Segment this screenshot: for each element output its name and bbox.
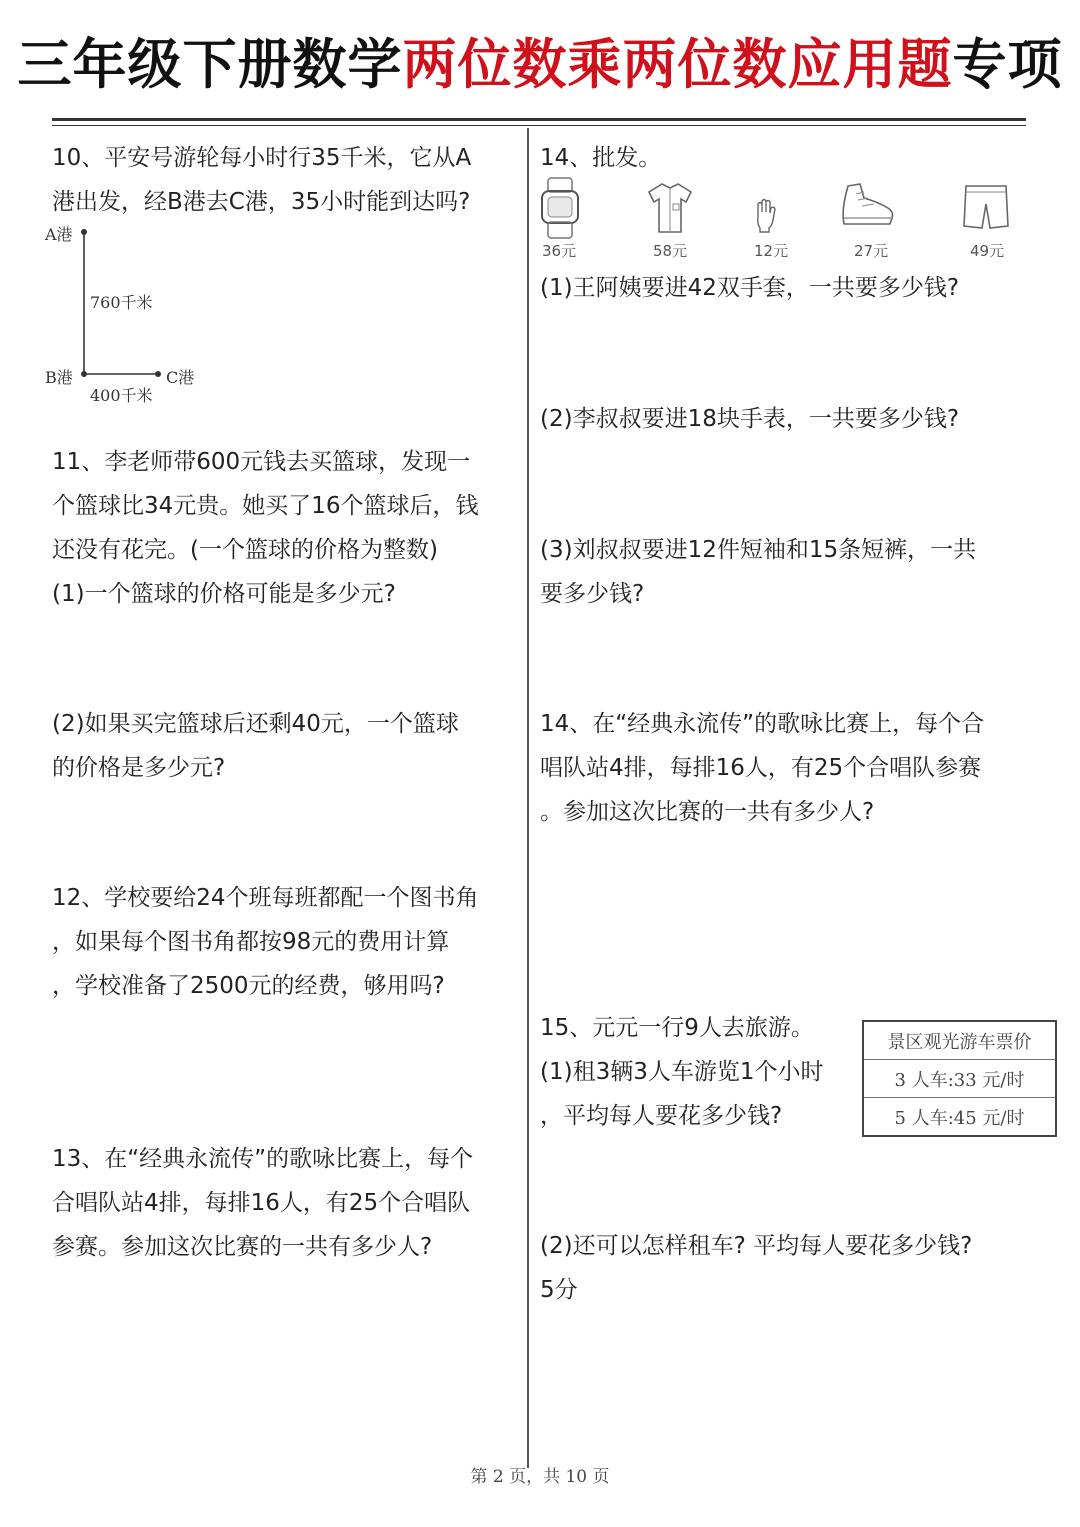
port-b-label: B港	[45, 368, 73, 387]
shoe-price: 27元	[854, 242, 889, 260]
shirt-icon	[645, 180, 695, 236]
q14b-line-3: 。参加这次比赛的一共有多少人?	[540, 799, 875, 825]
q14a-heading: 14、批发。	[540, 145, 662, 171]
q11-line-1: 11、李老师带600元钱去买篮球，发现一	[52, 449, 471, 475]
bc-distance-label: 400千米	[90, 386, 153, 405]
page-footer: 第 2 页，共 10 页	[470, 1467, 610, 1487]
fare-row-3-seat: 3 人车:33 元/时	[863, 1060, 1056, 1098]
glove-price: 12元	[754, 242, 789, 260]
q13-line-1: 13、在“经典永流传”的歌咏比赛上，每个	[52, 1146, 474, 1172]
title-highlight: 两位数乘两位数应用题	[402, 33, 953, 96]
ab-distance-label: 760千米	[90, 293, 153, 312]
port-a-dot	[81, 229, 87, 235]
q13-line-3: 参赛。参加这次比赛的一共有多少人?	[52, 1234, 433, 1260]
shorts-icon	[962, 182, 1010, 232]
shirt-price: 58元	[653, 242, 688, 260]
q15-score: 5分	[540, 1277, 578, 1303]
q14b-line-1: 14、在“经典永流传”的歌咏比赛上，每个合	[540, 711, 985, 737]
glove-icon	[752, 196, 780, 234]
q11-sub1: (1)一个篮球的价格可能是多少元?	[52, 581, 396, 607]
q15-line-2: (1)租3辆3人车游览1个小时	[540, 1059, 824, 1085]
port-c-dot	[155, 371, 161, 377]
q14a-sub1: (1)王阿姨要进42双手套，一共要多少钱?	[540, 275, 960, 301]
shoe-icon	[838, 180, 896, 230]
watch-icon	[538, 176, 582, 240]
q11-sub2-line-2: 的价格是多少元?	[52, 755, 226, 781]
column-divider	[527, 128, 529, 1468]
q13-line-2: 合唱队站4排，每排16人，有25个合唱队	[52, 1190, 471, 1216]
port-b-dot	[81, 371, 87, 377]
title-tail: 专项	[952, 33, 1063, 96]
q11-line-2: 个篮球比34元贵。她买了16个篮球后，钱	[52, 493, 479, 519]
q12-line-1: 12、学校要给24个班每班都配一个图书角	[52, 885, 479, 911]
q14a-sub3-line-2: 要多少钱?	[540, 581, 645, 607]
header-rule-thick	[52, 118, 1026, 121]
shorts-price: 49元	[970, 242, 1005, 260]
q14a-sub2: (2)李叔叔要进18块手表，一共要多少钱?	[540, 406, 960, 432]
fare-table-title: 景区观光游车票价	[887, 1031, 1032, 1053]
q11-line-3: 还没有花完。(一个篮球的价格为整数)	[52, 537, 438, 563]
fare-row-5-seat: 5 人车:45 元/时	[863, 1098, 1056, 1137]
title-main: 三年级下册数学	[17, 33, 403, 96]
q14a-sub3-line-1: (3)刘叔叔要进12件短袖和15条短裤，一共	[540, 537, 977, 563]
page-title	[0, 22, 1080, 99]
q11-sub2-line-1: (2)如果买完篮球后还剩40元，一个篮球	[52, 711, 459, 737]
q15-line-1: 15、元元一行9人去旅游。	[540, 1015, 814, 1041]
q10-line-1: 10、平安号游轮每小时行35千米，它从A	[52, 145, 472, 171]
header-rule-thin	[52, 125, 1026, 126]
q12-line-3: ，学校准备了2500元的经费，够用吗?	[52, 973, 445, 999]
q12-line-2: ，如果每个图书角都按98元的费用计算	[52, 929, 450, 955]
port-a-label: A港	[45, 225, 73, 244]
q15-line-3: ，平均每人要花多少钱?	[540, 1103, 783, 1129]
fare-table	[862, 1020, 1057, 1137]
q10-line-2: 港出发，经B港去C港，35小时能到达吗?	[52, 189, 471, 215]
port-c-label: C港	[166, 368, 195, 387]
watch-price: 36元	[542, 242, 577, 260]
q15-sub2: (2)还可以怎样租车? 平均每人要花多少钱?	[540, 1233, 973, 1259]
q14b-line-2: 唱队站4排，每排16人，有25个合唱队参赛	[540, 755, 982, 781]
